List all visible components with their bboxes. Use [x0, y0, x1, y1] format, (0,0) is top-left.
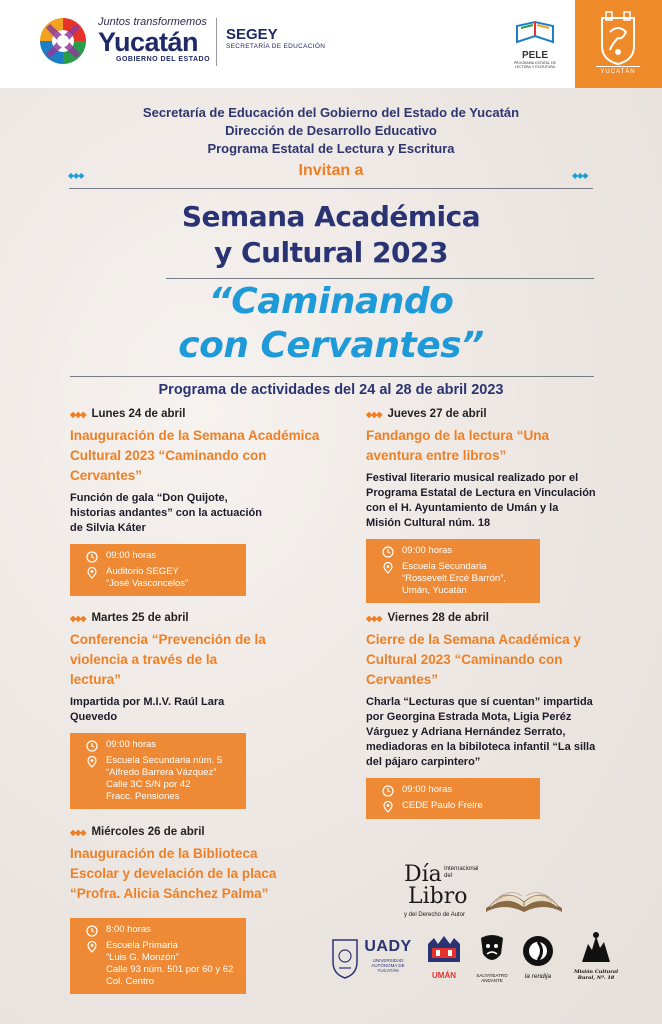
day-date: Lunes 24 de abril [91, 408, 186, 420]
uady-sub: UNIVERSIDAD AUTÓNOMA DE YUCATÁN [371, 958, 405, 973]
brand-block [98, 16, 210, 63]
segey-block [226, 26, 325, 50]
uman-emblem-icon [424, 932, 464, 966]
event-place: Escuela Primaria “Luis G. Monzón” Calle 93 núm. 501 por 60 y 62 Col. Centro [106, 940, 234, 987]
yucatan-badge-label: YUCATÁN [596, 66, 640, 75]
pele-logo [506, 20, 564, 70]
uman-label: UMÁN [432, 971, 456, 980]
institution-line: Secretaría de Educación del Gobierno del Estado de Yucatán [142, 105, 520, 120]
day-title: Inauguración de la Semana Académica Cultural 2023 “Caminando con Cervantes” [70, 428, 320, 483]
brand-government: GOBIERNO DEL ESTADO [116, 56, 211, 63]
diamond-icon: ◆◆◆ [366, 614, 382, 623]
clock-icon [382, 546, 394, 558]
header-divider [216, 18, 217, 66]
day-tuesday [70, 612, 330, 809]
info-box [70, 544, 246, 596]
diamond-icon: ◆◆◆ [70, 614, 86, 623]
day-date: Viernes 28 de abril [387, 612, 489, 624]
location-pin-icon [382, 562, 394, 574]
diamond-icon: ◆◆◆ [366, 410, 382, 419]
pele-sublabel: PROGRAMA ESTATAL DE LECTURA Y ESCRITURA [514, 61, 556, 69]
clock-icon [382, 785, 394, 797]
institution-line: Programa Estatal de Lectura y Escritura [207, 141, 455, 156]
clock-icon [86, 551, 98, 563]
divider [166, 278, 594, 279]
location-pin-icon [86, 941, 98, 953]
teatro-label: SALTATEATRO ANDANTE [476, 973, 508, 983]
theater-mask-icon [477, 934, 507, 968]
rendija-logo-icon [521, 934, 555, 968]
open-book-icon [484, 878, 564, 916]
location-pin-icon [86, 567, 98, 579]
info-box [366, 778, 540, 819]
event-title-line: y Cultural 2023 [214, 236, 448, 269]
event-place: Escuela Secundaria “Rossevelt Ercé Barrón”, Umán, Yucatán [402, 561, 507, 596]
day-title: Conferencia “Prevención de la violencia a través de la lectura” [70, 632, 266, 687]
pele-book-icon [513, 20, 557, 46]
brand-tagline: Juntos transformemos [98, 16, 207, 28]
segey-full: SECRETARÍA DE EDUCACIÓN [226, 43, 326, 50]
event-title [0, 199, 662, 271]
event-title-line: Semana Académica [181, 200, 481, 233]
location-pin-icon [86, 756, 98, 768]
day-date: Martes 25 de abril [91, 612, 189, 624]
sponsor-logos [326, 930, 646, 990]
mision-cultural-icon [578, 930, 614, 964]
day-description: Festival literario musical realizado por el Programa Estatal de Lectura en Vinculación con el H. Ayuntamiento de Umán y la Misión Cultural núm. 18 [366, 472, 596, 529]
event-time: 09:00 horas [106, 550, 157, 561]
day-description: Impartida por M.I.V. Raúl Lara Quevedo [70, 696, 225, 723]
diamond-icon: ◆◆◆ [70, 410, 86, 419]
location-pin-icon [382, 801, 394, 813]
diamond-icon: ◆◆◆ [70, 828, 86, 837]
info-box [366, 539, 540, 603]
event-theme [0, 280, 662, 368]
program-dates: Programa de actividades del 24 al 28 de abril 2023 [158, 382, 504, 398]
divider [69, 188, 593, 189]
event-time: 09:00 horas [402, 784, 453, 795]
dia-word: Día [404, 862, 442, 887]
event-place: Escuela Secundaria núm. 5 “Alfredo Barrera Vázquez” Calle 3C S/N por 42 Fracc. Pensiones [106, 755, 223, 802]
event-place: CEDE Paulo Freire [402, 800, 483, 811]
institutions [0, 104, 662, 158]
rendija-label: la rendija [524, 973, 552, 980]
diamond-left-icon: ◆◆◆ [68, 171, 84, 180]
dia-sub: y del Derecho de Autor [404, 912, 466, 918]
header-bar [0, 0, 662, 88]
pele-label: PELE [521, 50, 549, 61]
day-title: Inauguración de la Biblioteca Escolar y develación de la placa “Profra. Alicia Sánchez Palma” [70, 846, 277, 901]
diamond-right-icon: ◆◆◆ [572, 171, 588, 180]
day-friday [366, 612, 606, 819]
institution-line: Dirección de Desarrollo Educativo [225, 123, 437, 138]
yucatan-crest-icon [596, 10, 640, 66]
uady-logo-text: UADY [364, 938, 412, 955]
clock-icon [86, 740, 98, 752]
yucatan-logo-icon [36, 14, 90, 68]
event-place: Auditorio SEGEY “José Vasconcelos” [106, 566, 189, 589]
invite-label: Invitan a [298, 162, 364, 179]
brand-name: Yucatán [98, 27, 199, 57]
libro-word: Libro [408, 884, 468, 909]
day-description: Función de gala “Don Quijote, historias andantes” con la actuación de Silvia Káter [70, 492, 262, 534]
day-date: Miércoles 26 de abril [91, 826, 205, 838]
segey-name: SEGEY [226, 26, 278, 43]
mision-label: Misión Cultural Rural, Nº. 18 [573, 969, 619, 981]
day-wednesday [70, 826, 330, 994]
divider [70, 376, 594, 377]
day-title: Fandango de la lectura “Una aventura entre libros” [366, 428, 550, 463]
day-thursday [366, 408, 606, 603]
event-time: 09:00 horas [402, 545, 453, 556]
clock-icon [86, 925, 98, 937]
info-box [70, 918, 246, 994]
yucatan-badge [575, 0, 662, 88]
day-title: Cierre de la Semana Académica y Cultural 2023 “Caminando con Cervantes” [366, 632, 581, 687]
day-description: Charla “Lecturas que sí cuentan” impartida por Georgina Estrada Mota, Ligia Peréz Várguez y Adriana Hernández Serrato, mediadoras en la bibiloteca infantil “La silla del pájaro carpintero” [366, 696, 596, 768]
event-theme-line: “Caminando [208, 281, 454, 322]
uady-crest-icon [330, 936, 360, 980]
event-theme-line: con Cervantes” [178, 325, 484, 366]
day-date: Jueves 27 de abril [387, 408, 487, 420]
event-time: 8:00 horas [106, 924, 151, 935]
info-box [70, 733, 246, 809]
event-time: 09:00 horas [106, 739, 157, 750]
day-monday [70, 408, 330, 596]
dia-intl: Internacional del [444, 866, 479, 879]
